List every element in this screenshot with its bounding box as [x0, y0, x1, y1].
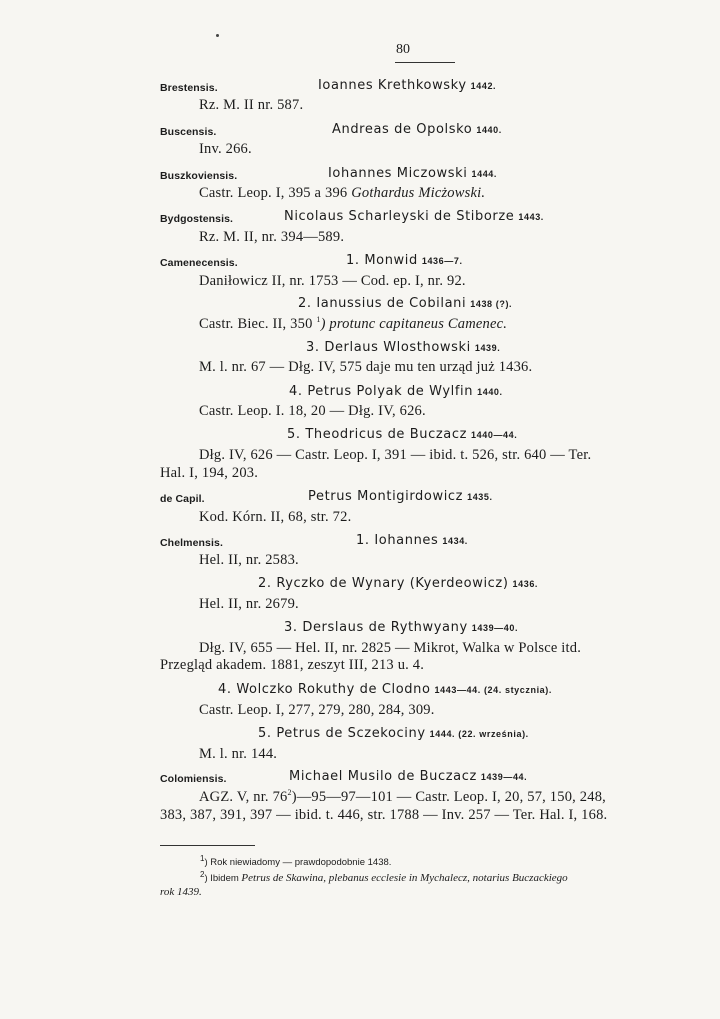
- reference: Castr. Biec. II, 350 $^1$) protunc capitaneus Camenec.: [199, 315, 508, 332]
- person-name: Ioannes Krethkowsky 1442.: [318, 78, 497, 93]
- diocese-heading: de Capil.: [160, 493, 205, 505]
- page-number: 80: [396, 42, 410, 57]
- reference-continued: 383, 387, 391, 397 — ibid. t. 446, str. 1788 — Inv. 257 — Ter. Hal. I, 168.: [160, 807, 608, 823]
- person-name: Michael Musilo de Buczacz 1439—44.: [289, 769, 528, 784]
- reference: Castr. Leop. I, 277, 279, 280, 284, 309.: [199, 702, 435, 718]
- reference: Rz. M. II nr. 587.: [199, 97, 304, 113]
- ink-dot: [216, 34, 219, 37]
- person-name: Iohannes Miczowski 1444.: [328, 166, 498, 181]
- person-name: 5. Petrus de Sczekociny 1444. (22. września).: [258, 726, 529, 741]
- reference: Dłg. IV, 626 — Castr. Leop. I, 391 — ibid. t. 526, str. 640 — Ter.: [199, 447, 592, 463]
- person-name: 3. Derlaus Wlosthowski 1439.: [306, 340, 501, 355]
- footnote-marker: 1: [316, 315, 321, 325]
- reference: AGZ. V, nr. $76^2)—95—97—101$ — Castr. Leop. I, 20, 57, 150, 248,: [199, 788, 606, 805]
- person-name: 1. Monwid 1436—7.: [346, 253, 463, 268]
- person-name: 1. Iohannes 1434.: [356, 533, 468, 548]
- person-name: 4. Petrus Polyak de Wylfin 1440.: [289, 384, 503, 399]
- reference: Daniłowicz II, nr. 1753 — Cod. ep. I, nr. 92.: [199, 273, 466, 289]
- diocese-heading: Buszkoviensis.: [160, 170, 238, 182]
- person-name: 4. Wolczko Rokuthy de Clodno 1443—44. (24. stycznia).: [218, 682, 552, 697]
- reference: Dłg. IV, 655 — Hel. II, nr. 2825 — Mikrot, Walka w Polsce itd.: [199, 640, 582, 656]
- diocese-heading: Chelmensis.: [160, 537, 223, 549]
- person-name: 2. Ryczko de Wynary (Kyerdeowicz) 1436.: [258, 576, 539, 591]
- footnote-2: $^2$) Ibidem Petrus de Skawina, plebanus ecclesie in Mychalecz, notarius Buczackiego: [200, 869, 568, 884]
- diocese-heading: Bydgostensis.: [160, 213, 234, 225]
- page-number-rule: [395, 62, 455, 63]
- diocese-heading: Brestensis.: [160, 82, 218, 94]
- person-name: 3. Derslaus de Rythwyany 1439—40.: [284, 620, 519, 635]
- reference: Castr. Leop. I, 395 a 396 Gothardus Micżowski.: [199, 185, 486, 201]
- person-name: Nicolaus Scharleyski de Stiborze 1443.: [284, 209, 544, 224]
- person-name: Petrus Montigirdowicz 1435.: [308, 489, 493, 504]
- footnote-1: $^1$) Rok niewiadomy — prawdopodobnie 1438.: [200, 853, 392, 868]
- reference: M. l. nr. 67 — Dłg. IV, 575 daje mu ten urząd już 1436.: [199, 359, 533, 375]
- footnote-2-continued: rok 1439.: [160, 886, 202, 898]
- person-name: 2. Ianussius de Cobilani 1438 (?).: [298, 296, 513, 311]
- diocese-heading: Buscensis.: [160, 126, 217, 138]
- reference: Castr. Leop. I. 18, 20 — Dłg. IV, 626.: [199, 403, 426, 419]
- reference-continued: Przegląd akadem. 1881, zeszyt III, 213 u. 4.: [160, 657, 425, 673]
- reference: M. l. nr. 144.: [199, 746, 278, 762]
- reference: Rz. M. II, nr. 394—589.: [199, 229, 345, 245]
- reference: Hel. II, nr. 2679.: [199, 596, 299, 612]
- person-name: Andreas de Opolsko 1440.: [332, 122, 502, 137]
- diocese-heading: Colomiensis.: [160, 773, 227, 785]
- diocese-heading: Camenecensis.: [160, 257, 238, 269]
- person-name: 5. Theodricus de Buczacz 1440—44.: [287, 427, 518, 442]
- reference: Hel. II, nr. 2583.: [199, 552, 299, 568]
- footnote-marker: 2: [287, 788, 292, 798]
- reference-continued: Hal. I, 194, 203.: [160, 465, 259, 481]
- reference: Inv. 266.: [199, 141, 252, 157]
- reference: Kod. Kórn. II, 68, str. 72.: [199, 509, 352, 525]
- footnote-rule: [160, 845, 255, 846]
